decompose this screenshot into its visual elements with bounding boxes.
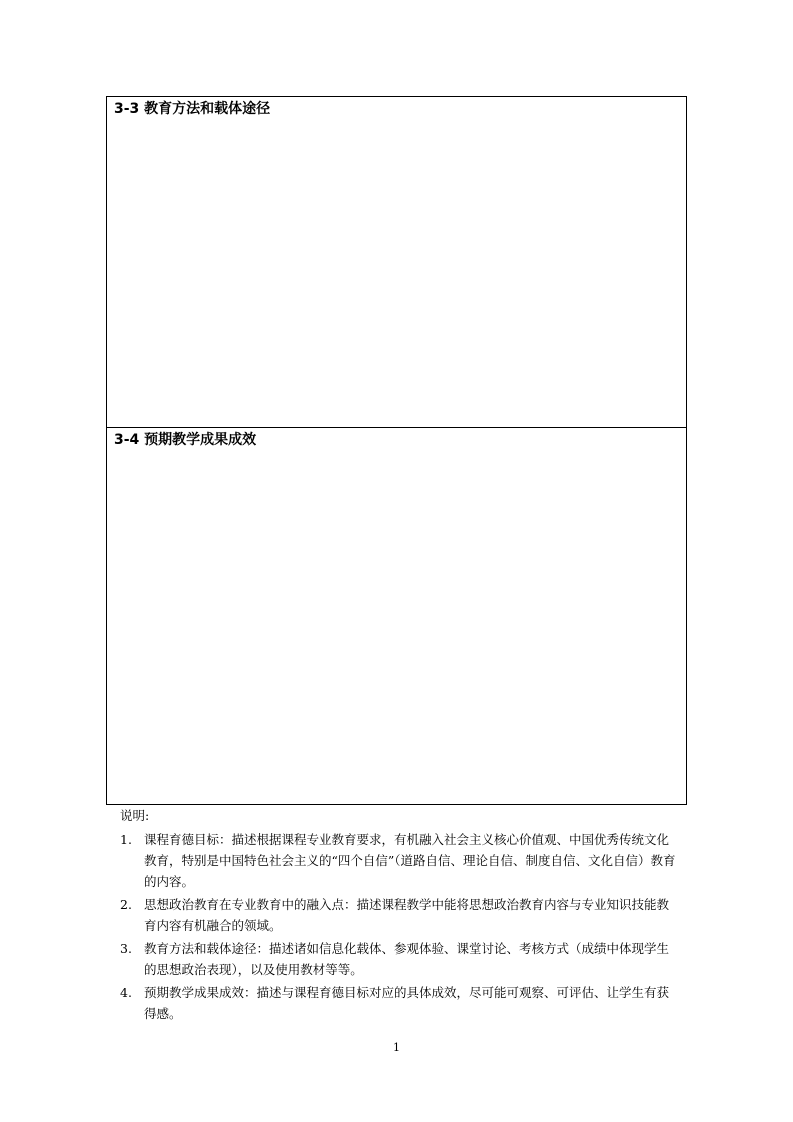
- notes: [120, 806, 680, 1026]
- page-number: 1: [393, 1041, 400, 1054]
- note-text: 教育方法和载体途径：描述诸如信息化载体、参观体验、课堂讨论、考核方式（成绩中体现学生的思想政治表现），以及使用教材等等。: [144, 941, 670, 977]
- note-text: 思想政治教育在专业教育中的融入点：描述课程教学中能将思想政治教育内容与专业知识技能教育内容有机融合的领域。: [144, 897, 670, 933]
- section-title-education-methods: 3-3 教育方法和载体途径: [114, 101, 271, 117]
- note-number: 3.: [120, 941, 132, 956]
- note-text: 课程育德目标：描述根据课程专业教育要求，有机融入社会主义核心价值观、中国优秀传统文化教育，特别是中国特色社会主义的“四个自信”（道路自信、理论自信、制度自信、文化自信）教育的内容。: [144, 832, 676, 889]
- note-number: 2.: [120, 897, 132, 912]
- section-expected-outcomes: [107, 427, 686, 804]
- note-item-4: [120, 982, 680, 1024]
- note-list: [120, 829, 680, 1024]
- section-education-methods: [107, 97, 686, 427]
- note-text: 预期教学成果成效：描述与课程育德目标对应的具体成效，尽可能可观察、可评估、让学生有获得感。: [144, 985, 670, 1021]
- note-item-1: [120, 829, 680, 892]
- note-item-2: [120, 894, 680, 936]
- note-number: 4.: [120, 985, 132, 1000]
- notes-title: 说明:: [120, 808, 150, 823]
- note-item-3: [120, 938, 680, 980]
- form-table: [106, 96, 687, 805]
- note-number: 1.: [120, 832, 132, 847]
- section-title-expected-outcomes: 3-4 预期教学成果成效: [114, 432, 257, 448]
